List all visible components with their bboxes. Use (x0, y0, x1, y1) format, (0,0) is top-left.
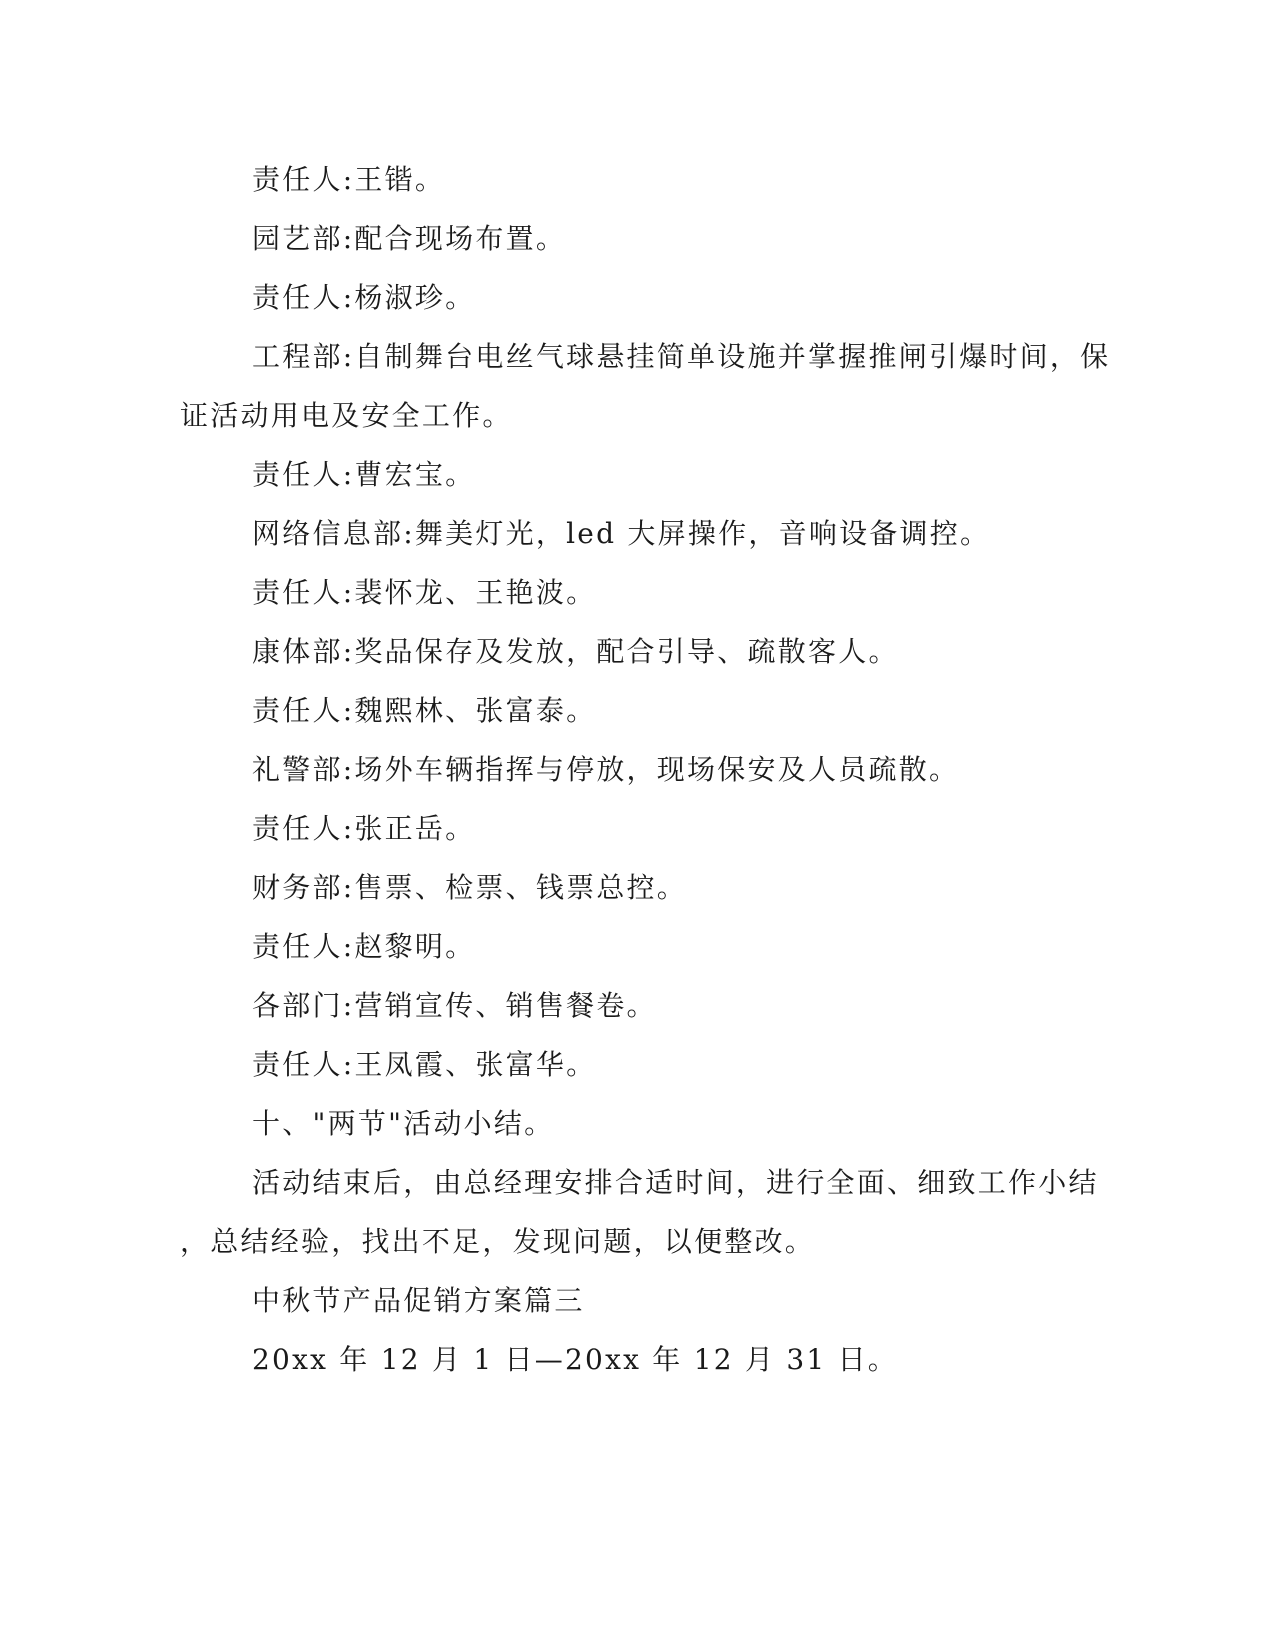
text-line: 责任人:魏熙林、张富泰。 (252, 694, 597, 727)
text-line: 网络信息部:舞美灯光，led 大屏操作，音响设备调控。 (252, 517, 991, 550)
text-line: 活动结束后，由总经理安排合适时间，进行全面、细致工作小结 (252, 1166, 1099, 1199)
text-line: 责任人:赵黎明。 (252, 930, 476, 963)
text-line: 责任人:王凤霞、张富华。 (252, 1048, 597, 1081)
text-line: 礼警部:场外车辆指挥与停放，现场保安及人员疏散。 (252, 753, 960, 786)
text-line: 责任人:张正岳。 (252, 812, 476, 845)
text-line: 20xx 年 12 月 1 日—20xx 年 12 月 31 日。 (252, 1343, 899, 1376)
text-line: 园艺部:配合现场布置。 (252, 222, 567, 255)
text-line: 各部门:营销宣传、销售餐卷。 (252, 989, 657, 1022)
text-line: 十、"两节"活动小结。 (252, 1107, 555, 1140)
text-line: ，总结经验，找出不足，发现问题，以便整改。 (180, 1225, 816, 1258)
text-line: 责任人:曹宏宝。 (252, 458, 476, 491)
text-line: 责任人:杨淑珍。 (252, 281, 476, 314)
text-line: 证活动用电及安全工作。 (180, 399, 513, 432)
text-line: 财务部:售票、检票、钱票总控。 (252, 871, 688, 904)
text-line: 康体部:奖品保存及发放，配合引导、疏散客人。 (252, 635, 899, 668)
text-line: 工程部:自制舞台电丝气球悬挂简单设施并掌握推闸引爆时间，保 (252, 340, 1111, 373)
section-heading: 中秋节产品促销方案篇三 (252, 1284, 585, 1317)
text-line: 责任人:王锴。 (252, 163, 446, 196)
text-line: 责任人:裴怀龙、王艳波。 (252, 576, 597, 609)
